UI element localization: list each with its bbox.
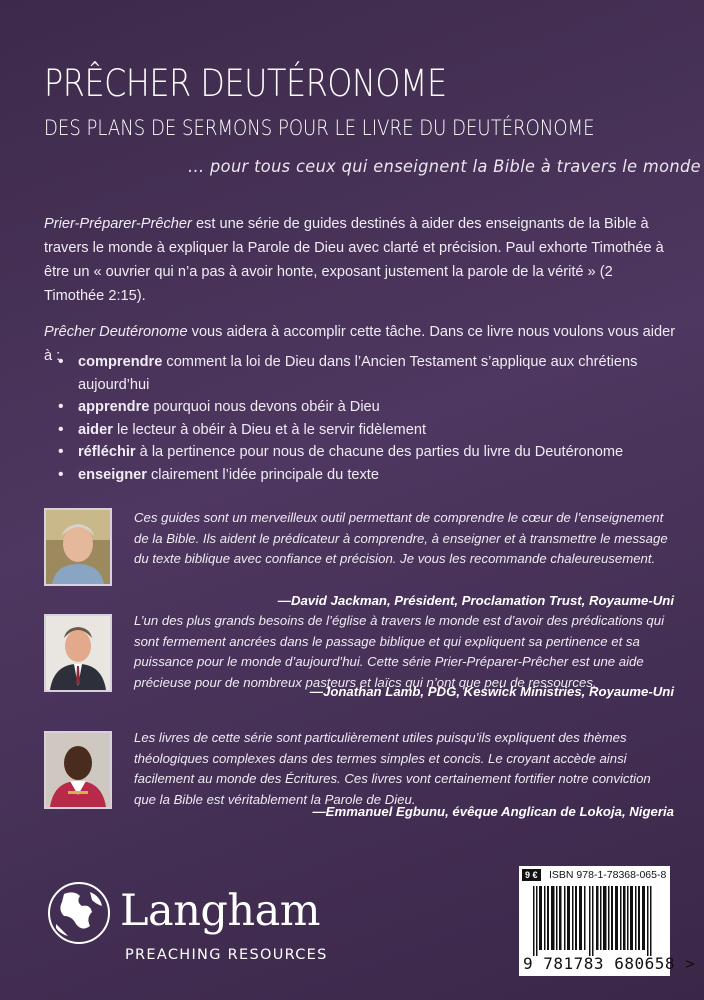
publisher-subtitle: PREACHING RESOURCES (125, 947, 328, 963)
portrait-icon (46, 510, 110, 584)
list-item (56, 464, 686, 487)
tagline: ... pour tous ceux qui enseignent la Bible à travers le monde (188, 157, 701, 177)
isbn-number: ISBN 978-1-78368-065-8 (549, 869, 667, 881)
goal-keyword: aider (78, 421, 113, 438)
portrait-icon (46, 616, 110, 690)
endorsement-3 (44, 728, 674, 828)
endorsement-text: Les livres de cette série sont particulièrement utiles puisqu’ils expliquent des thèmes théologiques complexes dans des termes simples et concis. Le croyant accède ainsi facilement au monde des Écritures. Ces livres vont certainement fortifier notre conviction que la Bible est véritablement la Parole de Dieu. (134, 730, 651, 807)
endorsement-author: —Emmanuel Egbunu, évêque Anglican de Lokoja, Nigeria (312, 804, 674, 819)
publisher-name: Langham (120, 886, 321, 936)
goal-keyword: enseigner (78, 466, 147, 483)
isbn-barcode (519, 866, 696, 976)
goal-keyword: apprendre (78, 399, 150, 415)
endorsement-author: —David Jackman, Président, Proclamation Trust, Royaume-Uni (277, 593, 674, 608)
list-item (56, 419, 686, 442)
goals-list (56, 351, 686, 486)
barcode-digits: 9 781783 680658 > (523, 954, 696, 973)
price-tag: 9 € (522, 869, 541, 881)
endorsement-1 (44, 508, 674, 608)
goal-text: pourquoi nous devons obéir à Dieu (149, 399, 380, 415)
endorser-photo (44, 614, 112, 692)
book-title: PRÊCHER DEUTÉRONOME (44, 62, 447, 105)
endorsement-author: —Jonathan Lamb, PDG, Keswick Ministries, Royaume-Uni (309, 684, 674, 699)
portrait-icon (46, 733, 110, 807)
endorsement-2 (44, 611, 674, 711)
goal-text: clairement l’idée principale du texte (146, 466, 379, 483)
list-item (56, 441, 686, 464)
goal-text: à la pertinence pour nous de chacune des parties du livre du Deutéronome (135, 444, 624, 460)
endorser-photo (44, 731, 112, 809)
goal-keyword: comprendre (78, 354, 163, 370)
globe-icon (46, 880, 112, 946)
list-item (56, 396, 686, 419)
series-name: Prier-Préparer-Prêcher (44, 216, 192, 232)
intro-paragraph (44, 212, 674, 308)
lead-text: vous aidera à accomplir cette tâche. Dans ce livre nous voulons vous aider à : (44, 324, 676, 364)
goal-keyword: réfléchir (78, 444, 136, 460)
endorsement-text: L’un des plus grands besoins de l’église à travers le monde est d’avoir des prédications qui sont fermement ancrées dans le passage biblique et qui expliquent sa pertinence et sa puissance pour le monde d’aujourd’hui. Cette série Prier-Préparer-Prêcher est une aide précieuse pour de nombreux pasteurs et laïcs qui n’ont que peu de ressources. (134, 613, 665, 690)
endorsement-text: Ces guides sont un merveilleux outil permettant de comprendre le cœur de l’enseignement de la Bible. Ils aident le prédicateur à comprendre, à enseigner et à transmettre le message du texte biblique avec confiance et précision. Je vous les recommande chaleureusement. (134, 510, 668, 566)
goal-text: comment la loi de Dieu dans l’Ancien Testament s’applique aux chrétiens aujourd’hui (78, 354, 638, 393)
endorser-photo (44, 508, 112, 586)
intro-text: est une série de guides destinés à aider des enseignants de la Bible à travers le monde à expliquer la Parole de Dieu avec clarté et précision. Paul exhorte Timothée à être un « ouvrier qui n’a pas à avoir honte, exposant justement la parole de la vérité » (2 Timothée 2:15). (44, 216, 664, 304)
book-subtitle: DES PLANS DE SERMONS POUR LE LIVRE DU DEUTÉRONOME (44, 116, 595, 141)
goal-text: le lecteur à obéir à Dieu et à le servir fidèlement (112, 421, 427, 438)
list-item (56, 351, 686, 396)
book-name: Prêcher Deutéronome (44, 324, 188, 340)
